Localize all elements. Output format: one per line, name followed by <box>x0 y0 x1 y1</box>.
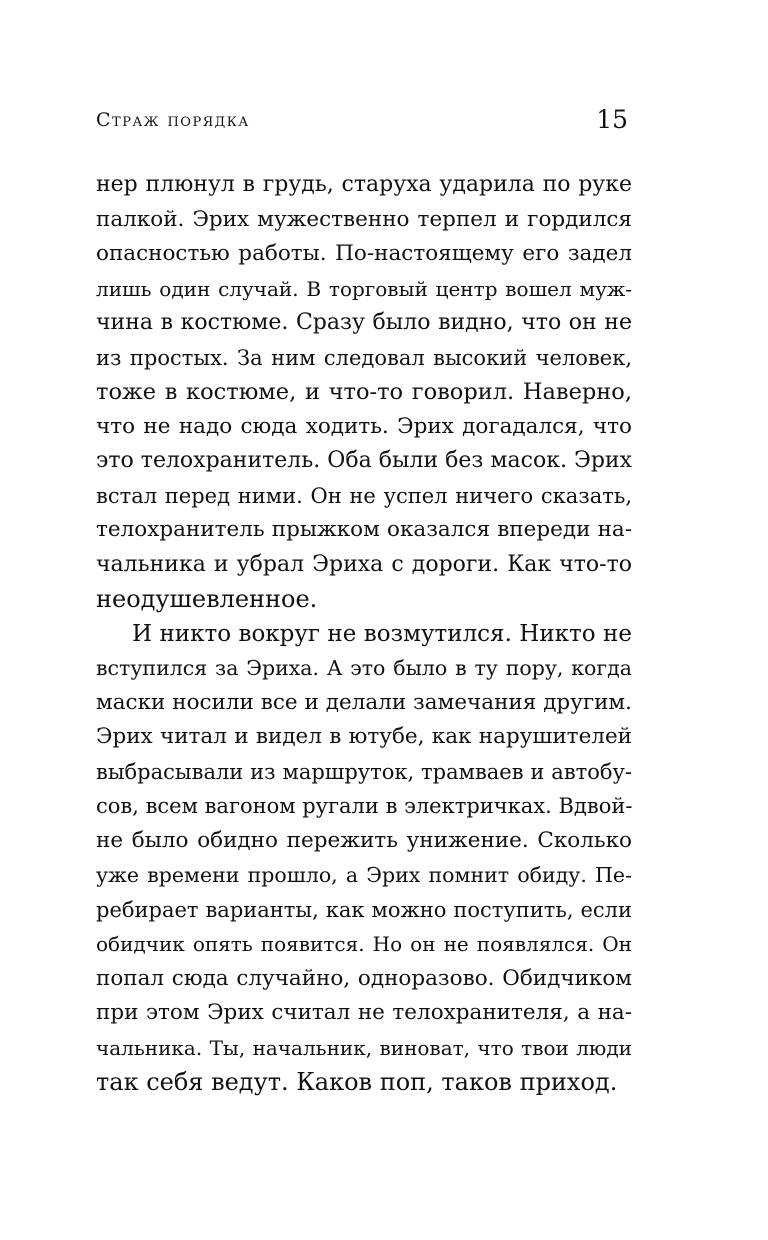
text-line: нер плюнул в грудь, старуха ударила по руке <box>96 172 632 197</box>
running-title: Страж порядка <box>96 109 250 131</box>
text-line: тоже в костюме, и что-то говорил. Наверно, <box>96 379 632 405</box>
text-line: сов, всем вагоном ругали в электричках. Вдвой- <box>96 794 633 818</box>
text-line: чальника и убрал Эриха с дороги. Как что-то <box>96 551 632 577</box>
text-line: уже времени прошло, а Эрих помнит обиду. Пе- <box>96 863 632 887</box>
text-line: встал перед ними. Он не успел ничего сказать, <box>96 483 632 508</box>
text-line: выбрасывали из маршруток, трамваев и автобу- <box>96 759 632 784</box>
text-line: чальника. Ты, начальник, виноват, что твои люди <box>96 1035 632 1060</box>
text-line: при этом Эрих считал не телохранителя, а на- <box>96 1000 632 1025</box>
text-line: И никто вокруг не возмутился. Никто не <box>132 620 632 647</box>
text-line: вступился за Эриха. А это было в ту пору, когда <box>96 656 632 680</box>
text-line: попал сюда случайно, одноразово. Обидчиком <box>96 965 632 991</box>
text-line: обидчик опять появится. Но он не появлялся. Он <box>96 932 632 956</box>
text-line: Эрих читал и видел в ютубе, как нарушителей <box>96 724 632 749</box>
text-line: лишь один случай. В торговый центр вошел муж- <box>96 276 632 301</box>
text-line: из простых. За ним следовал высокий человек, <box>96 345 632 370</box>
text-line: опасностью работы. По-настоящему его задел <box>96 241 632 266</box>
text-line: что не надо сюда ходить. Эрих догадался, что <box>96 413 632 439</box>
text-line: это телохранитель. Оба были без масок. Эрих <box>96 448 632 473</box>
text-line: ребирает варианты, как можно поступить, если <box>96 897 632 922</box>
page-number: 15 <box>596 105 628 134</box>
text-line: телохранитель прыжком оказался впереди на- <box>96 517 632 542</box>
text-line: чина в костюме. Сразу было видно, что он не <box>96 310 632 335</box>
text-line: так себя ведут. Каков поп, таков приход. <box>96 1068 618 1096</box>
text-line: не было обидно пережить унижение. Сколько <box>96 827 632 853</box>
text-line: маски носили все и делали замечания другим. <box>96 689 632 715</box>
text-line: палкой. Эрих мужественно терпел и гордился <box>96 206 632 232</box>
text-line: неодушевленное. <box>96 585 318 613</box>
body-text <box>96 168 632 1100</box>
